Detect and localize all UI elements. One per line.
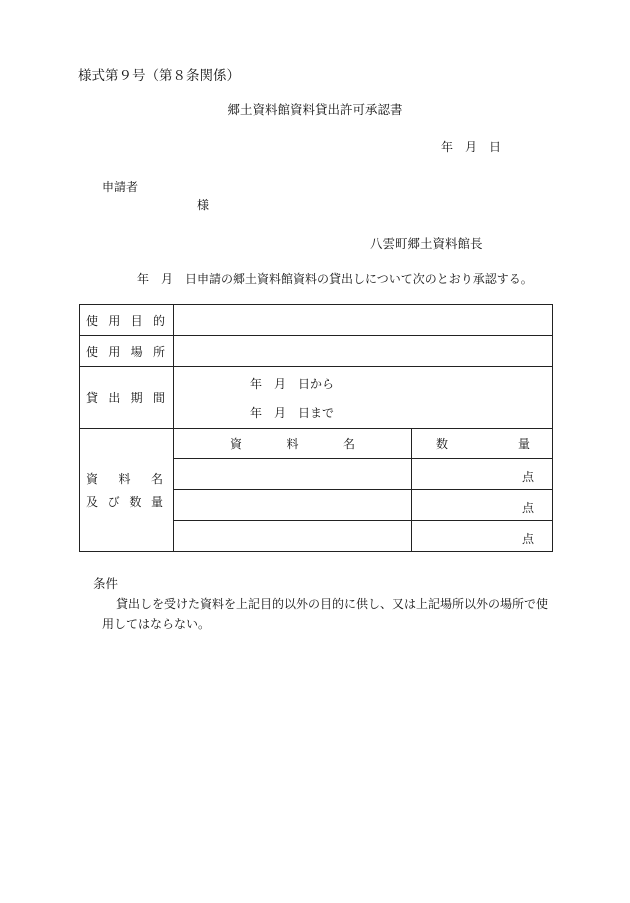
period-to: 年 月 日まで bbox=[250, 405, 335, 420]
place-label: 使 用 場 所 bbox=[80, 336, 174, 367]
period-row bbox=[80, 367, 553, 429]
honorific: 様 bbox=[197, 198, 210, 212]
material-quantity-field[interactable]: 点 bbox=[412, 490, 553, 521]
purpose-label: 使 用 目 的 bbox=[80, 305, 174, 336]
issuer-name: 八雲町郷土資料館長 bbox=[370, 236, 483, 251]
place-row bbox=[80, 336, 553, 367]
place-field[interactable] bbox=[174, 336, 553, 367]
column-header-quantity: 数 量 bbox=[412, 429, 553, 459]
period-label: 貸 出 期 間 bbox=[80, 367, 174, 429]
material-quantity-field[interactable]: 点 bbox=[412, 459, 553, 490]
material-name-field[interactable] bbox=[174, 459, 412, 490]
approval-statement: 年 月 日申請の郷土資料館資料の貸出しについて次のとおり承認する。 bbox=[137, 272, 533, 286]
purpose-field[interactable] bbox=[174, 305, 553, 336]
period-field[interactable] bbox=[174, 367, 553, 429]
purpose-row bbox=[80, 305, 553, 336]
material-name-field[interactable] bbox=[174, 521, 412, 552]
materials-header-row bbox=[80, 429, 553, 459]
conditions-title: 条件 bbox=[93, 576, 119, 591]
column-header-name: 資 料 名 bbox=[174, 429, 412, 459]
document-title: 郷土資料館資料貸出許可承認書 bbox=[227, 102, 403, 117]
conditions-text: 貸出しを受けた資料を上記目的以外の目的に供し、又は上記場所以外の場所で使用してはならない。 bbox=[102, 597, 549, 631]
form-number: 様式第９号（第８条関係） bbox=[78, 68, 240, 84]
applicant-label: 申請者 bbox=[102, 180, 139, 194]
date-line: 年 月 日 bbox=[441, 140, 502, 154]
materials-label: 資 料 名 及 び 数 量 bbox=[80, 429, 174, 552]
material-quantity-field[interactable]: 点 bbox=[412, 521, 553, 552]
approval-table bbox=[79, 304, 553, 552]
period-from: 年 月 日から bbox=[250, 376, 335, 391]
material-name-field[interactable] bbox=[174, 490, 412, 521]
